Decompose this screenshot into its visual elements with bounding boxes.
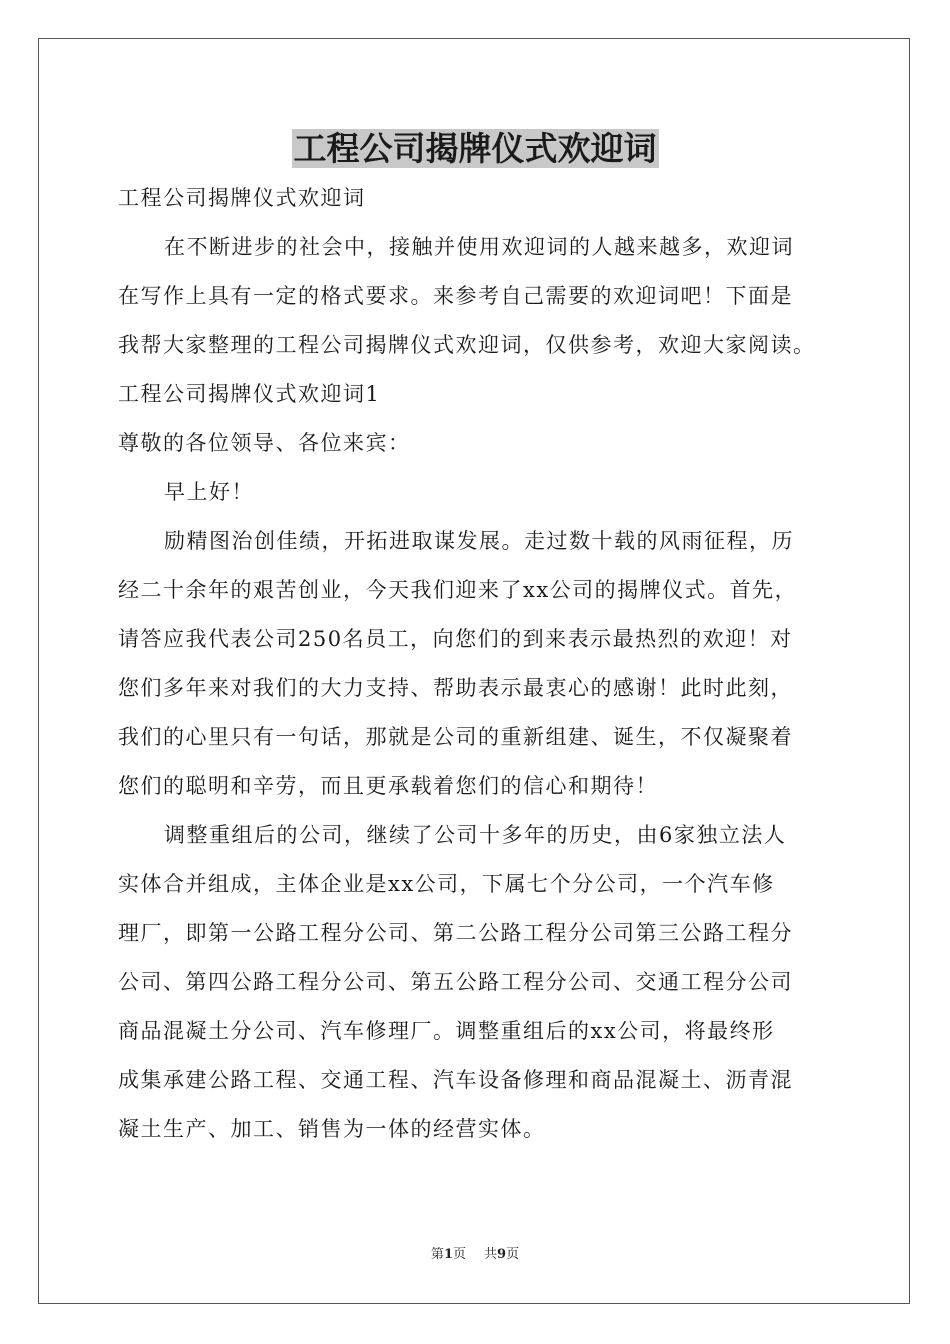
document-line bbox=[118, 174, 848, 223]
footer-page-prefix: 第 bbox=[430, 1247, 444, 1262]
document-line bbox=[118, 1056, 848, 1105]
document-line-text: 您们多年来对我们的大力支持、帮助表示最衷心的感谢！此时此刻， bbox=[118, 676, 793, 700]
document-line bbox=[118, 762, 848, 811]
document-line-text: 调整重组后的公司，继续了公司十多年的历史，由6家独立法人 bbox=[164, 823, 787, 847]
document-line bbox=[118, 1105, 848, 1154]
document-line bbox=[118, 321, 848, 370]
document-line bbox=[118, 664, 848, 713]
document-line-text: 成集承建公路工程、交通工程、汽车设备修理和商品混凝土、沥青混 bbox=[118, 1068, 793, 1092]
document-title-text: 工程公司揭牌仪式欢迎词 bbox=[293, 129, 657, 168]
document-line bbox=[118, 811, 848, 860]
footer-page-total: 9 bbox=[497, 1247, 507, 1262]
document-line bbox=[118, 517, 848, 566]
document-line-text: 尊敬的各位领导、各位来宾： bbox=[118, 431, 411, 455]
document-body bbox=[118, 174, 848, 1154]
document-line-text: 理厂，即第一公路工程分公司、第二公路工程分公司第三公路工程分 bbox=[118, 921, 793, 945]
document-line-text: 凝土生产、加工、销售为一体的经营实体。 bbox=[118, 1117, 546, 1141]
document-line-text: 请答应我代表公司250名员工，向您们的到来表示最热烈的欢迎！对 bbox=[118, 627, 793, 651]
document-line bbox=[118, 223, 848, 272]
document-line bbox=[118, 419, 848, 468]
document-title bbox=[0, 127, 950, 171]
document-line-text: 公司、第四公路工程分公司、第五公路工程分公司、交通工程分公司 bbox=[118, 970, 793, 994]
footer-total-prefix: 共 bbox=[484, 1247, 498, 1262]
document-line-text: 商品混凝土分公司、汽车修理厂。调整重组后的xx公司，将最终形 bbox=[118, 1019, 775, 1043]
footer-page-current: 1 bbox=[443, 1247, 453, 1262]
document-line-text: 励精图治创佳绩，开拓进取谋发展。走过数十载的风雨征程，历 bbox=[164, 529, 794, 553]
document-line bbox=[118, 468, 848, 517]
document-line-text: 实体合并组成，主体企业是xx公司，下属七个分公司，一个汽车修 bbox=[118, 872, 775, 896]
footer-total-suffix: 页 bbox=[506, 1247, 520, 1262]
page-footer bbox=[0, 1246, 950, 1264]
document-line bbox=[118, 615, 848, 664]
document-line-text: 早上好！ bbox=[164, 480, 254, 504]
document-line-text: 在写作上具有一定的格式要求。来参考自己需要的欢迎词吧！下面是 bbox=[118, 284, 793, 308]
document-line bbox=[118, 860, 848, 909]
document-line-text: 您们的聪明和辛劳，而且更承载着您们的信心和期待！ bbox=[118, 774, 658, 798]
document-line-text: 我帮大家整理的工程公司揭牌仪式欢迎词，仅供参考，欢迎大家阅读。 bbox=[118, 333, 816, 357]
document-line bbox=[118, 958, 848, 1007]
document-line bbox=[118, 713, 848, 762]
document-line bbox=[118, 909, 848, 958]
document-line bbox=[118, 1007, 848, 1056]
document-line-text: 我们的心里只有一句话，那就是公司的重新组建、诞生，不仅凝聚着 bbox=[118, 725, 793, 749]
document-line-text: 经二十余年的艰苦创业，今天我们迎来了xx公司的揭牌仪式。首先， bbox=[118, 578, 798, 602]
document-line bbox=[118, 370, 848, 419]
document-line-text: 在不断进步的社会中，接触并使用欢迎词的人越来越多，欢迎词 bbox=[164, 235, 794, 259]
document-line-text: 工程公司揭牌仪式欢迎词 bbox=[118, 186, 366, 210]
footer-page-suffix: 页 bbox=[452, 1247, 466, 1262]
document-line-text: 工程公司揭牌仪式欢迎词1 bbox=[118, 382, 381, 406]
document-line bbox=[118, 566, 848, 615]
document-line bbox=[118, 272, 848, 321]
